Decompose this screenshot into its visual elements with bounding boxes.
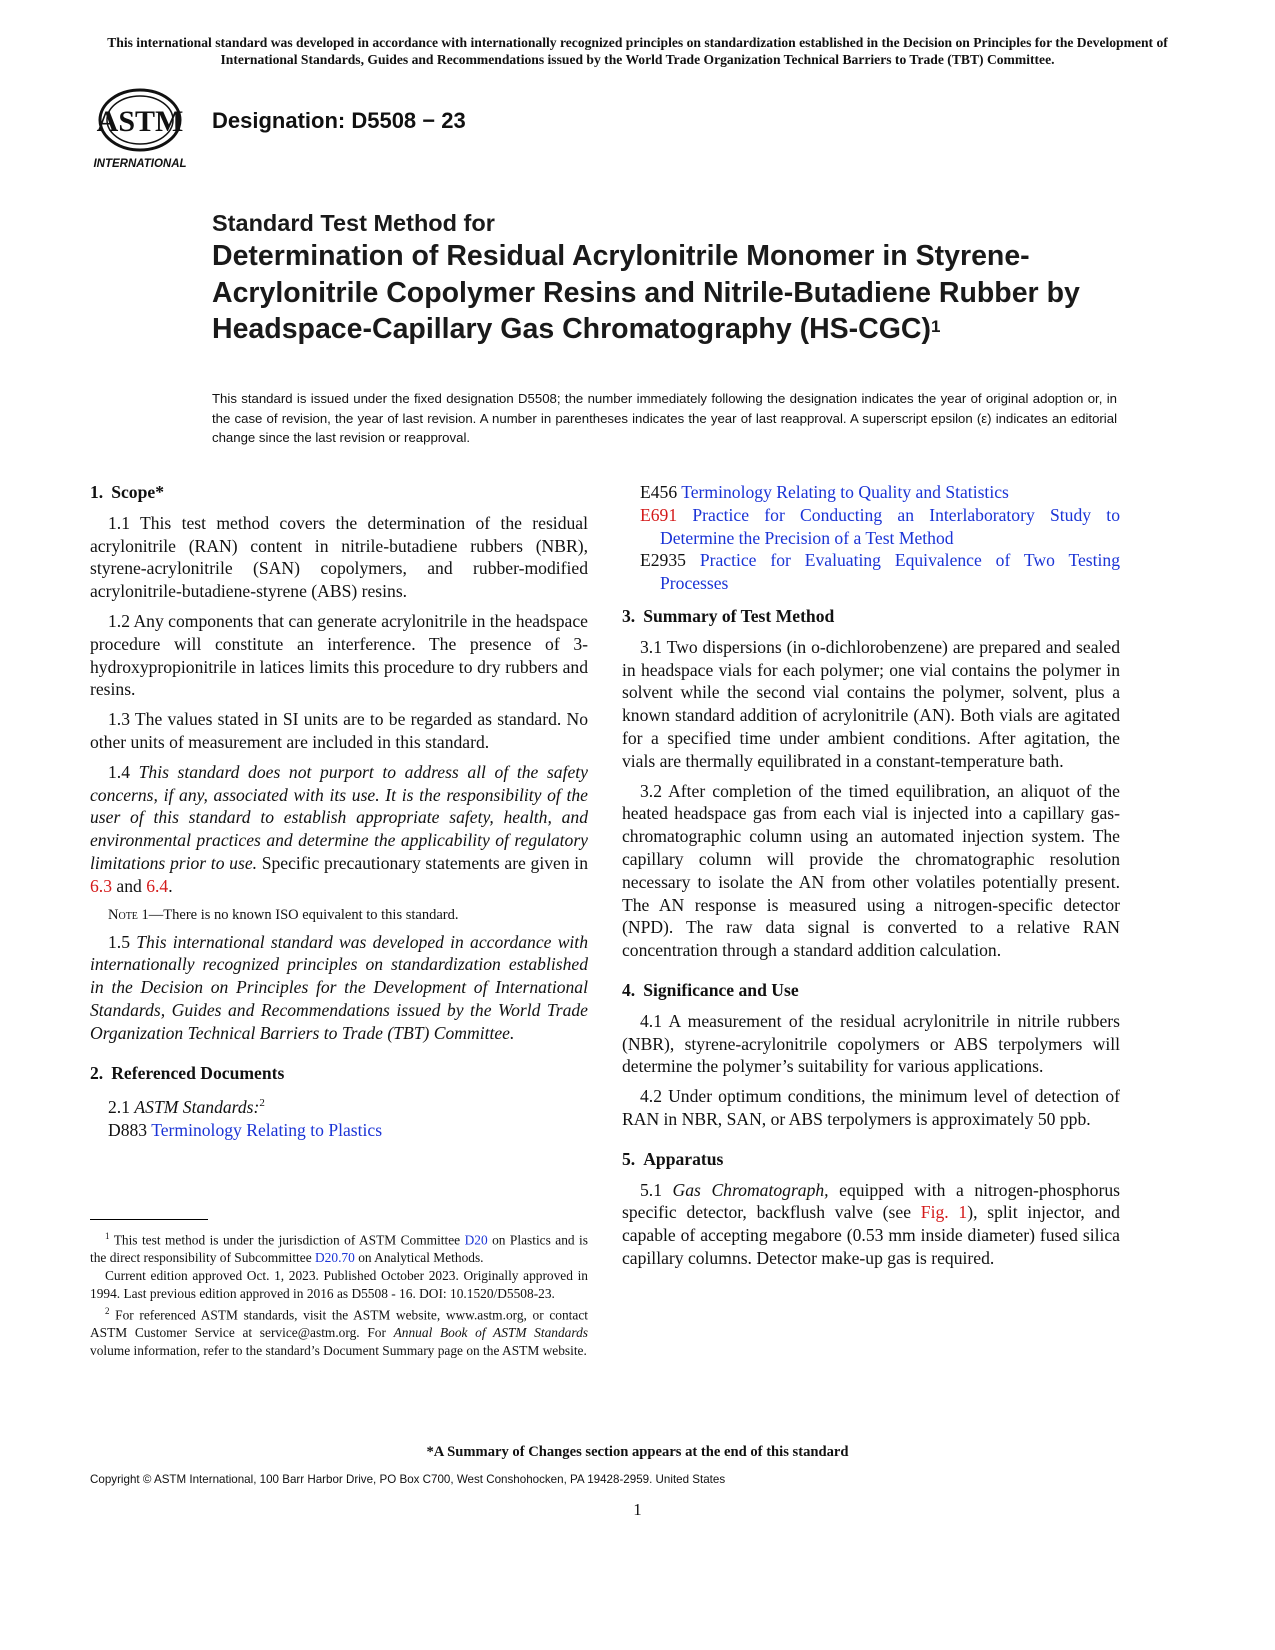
footnote-2: $^2$ For referenced ASTM standards, visit the ASTM website, www.astm.org, or contact ASTM Customer Service at service@astm.org. For Annual Book of ASTM Standards volume information, refer to the standard’s Document Summary page on the ASTM website.: [90, 1305, 588, 1358]
astm-logo-icon: [92, 86, 192, 176]
astm-logo: [92, 86, 192, 176]
title-block: [212, 208, 1112, 348]
para-1-5: 1.5 This international standard was developed in accordance with internationally recognized principles on standardization established in the Decision on Principles for the Development of International Standards, Guides and Recommendations issued by the World Trade Organization Technical Barriers to Trade (TBT) Committee.: [90, 931, 588, 1043]
logo-text: ASTM: [96, 105, 184, 138]
title-footnote-mark: 1: [931, 317, 941, 336]
ref-e2935-link[interactable]: Practice for Evaluating Equivalence of Two Testing Processes: [660, 550, 1121, 594]
right-column: [622, 481, 1120, 1277]
issue-note: This standard is issued under the fixed designation D5508; the number immediately following the designation indicates the year of original adoption or, in the case of revision, the year of last revision. A number in parentheses indicates the year of last reapproval. A superscript epsilon (ε) indicates an editorial change since the last revision or reapproval.: [212, 391, 1117, 445]
copyright: Copyright © ASTM International, 100 Barr Harbor Drive, PO Box C700, West Conshohocken, PA 19428-2959. United States: [90, 1473, 726, 1486]
footnote-link-d20[interactable]: D20: [464, 1232, 488, 1248]
ref-d883-link[interactable]: Terminology Relating to Plastics: [151, 1119, 383, 1140]
section-significance-heading: 4. Significance and Use: [622, 979, 799, 1000]
ref-e691: E691 Practice for Conducting an Interlaboratory Study to Determine the Precision of a Test Method: [640, 504, 1120, 548]
ref-e456: E456 Terminology Relating to Quality and Statistics: [640, 482, 1009, 502]
left-column: [90, 481, 588, 1142]
ref-e456-link[interactable]: Terminology Relating to Quality and Statistics: [681, 482, 1009, 502]
footnote-1: $^1$ This test method is under the jurisdiction of ASTM Committee D20 on Plastics and is the direct responsibility of Subcommittee D20.70 on Analytical Methods.: [90, 1231, 588, 1266]
section-summary-heading: 3. Summary of Test Method: [622, 605, 835, 626]
para-4-1: 4.1 A measurement of the residual acrylonitrile in nitrile rubbers (NBR), styrene-acrylonitrile copolymers or ABS terpolymers will determine the polymer’s suitability for various applications.: [622, 1010, 1120, 1077]
para-1-3: 1.3 The values stated in SI units are to be regarded as standard. No other units of measurement are included in this standard.: [90, 709, 588, 752]
para-1-2: 1.2 Any components that can generate acrylonitrile in the headspace procedure will constitute an interference. The presence of 3-hydroxypropionitrile in latices limits this procedure to dry rubbers and resins.: [90, 610, 588, 700]
link-fig-1[interactable]: Fig. 1: [920, 1202, 968, 1223]
ref-e691-link[interactable]: Practice for Conducting an Interlaboratory Study to Determine the Precision of a Test Method: [660, 504, 1120, 548]
logo-subtext: INTERNATIONAL: [93, 158, 187, 170]
para-3-1: 3.1 Two dispersions (in o-dichlorobenzene) are prepared and sealed in headspace vials for each polymer; one vial contains the polymer in solvent while the second vial contains the polymer, solvent, plus a known standard addition of acrylonitrile (AN). Both vials are agitated for a specified time under ambient conditions. After agitation, the vials are thermally equilibrated in a constant-temperature bath.: [622, 636, 1120, 771]
section-apparatus-heading: 5. Apparatus: [622, 1148, 724, 1169]
para-1-1: 1.1 This test method covers the determination of the residual acrylonitrile (RAN) content in nitrile-butadiene rubbers (NBR), styrene-acrylonitrile (SAN) copolymers, and rubber-modified acrylonitrile-butadiene-styrene (ABS) resins.: [90, 512, 588, 602]
section-scope-heading: 1. Scope*: [90, 482, 164, 502]
para-5-1: 5.1 Gas Chromatograph, equipped with a nitrogen-phosphorus specific detector, backflush valve (see Fig. 1), split injector, and capable of accepting megabore (0.53 mm inside diameter) fused silica capillary columns. Detector make-up gas is required.: [622, 1179, 1120, 1268]
link-6-3[interactable]: 6.3: [90, 875, 112, 896]
section-referenced-heading: 2. Referenced Documents: [90, 1062, 285, 1083]
designation: Designation: D5508 − 23: [212, 108, 466, 133]
para-3-2: 3.2 After completion of the timed equilibration, an aliquot of the heated headspace gas from each vial is injected into a capillary gas-chromatographic column using an automated injection system. The capillary column will provide the chromatographic resolution necessary to isolate the AN from other volatiles potentially present. The AN response is measured using a nitrogen-specific detector (NPD). The raw data signal is converted to a relative RAN concentration through a standard addition calculation.: [622, 780, 1120, 961]
title-line1: Standard Test Method for: [212, 210, 495, 236]
page-number: 1: [633, 1500, 642, 1519]
title-main: [212, 238, 1112, 348]
para-2-1: 2.1 ASTM Standards:$^2$: [108, 1097, 265, 1118]
ref-e2935: E2935 Practice for Evaluating Equivalence of Two Testing Processes: [640, 550, 1121, 594]
title-main-text: Determination of Residual Acrylonitrile Monomer in Styrene-Acrylonitrile Copolymer Resins and Nitrile-Butadiene Rubber by Headspace-Capillary Gas Chromatography (HS-CGC): [212, 240, 1080, 345]
footnote-1-edition: Current edition approved Oct. 1, 2023. Published October 2023. Originally approved in 1994. Last previous edition approved in 2016 as D5508 - 16. DOI: 10.1520/D5508-23.: [90, 1268, 588, 1301]
footnote-rule: [90, 1219, 208, 1220]
ref-d883: D883 Terminology Relating to Plastics: [108, 1119, 383, 1140]
footnote-link-d20-70[interactable]: D20.70: [315, 1250, 355, 1266]
top-notice: This international standard was developed in accordance with internationally recognized principles on standardization established in the Decision on Principles for the Development of International Standards, Guides and Recommendations issued by the World Trade Organization Technical Barriers to Trade (TBT) Committee.: [107, 35, 1168, 67]
para-1-4: 1.4 This standard does not purport to address all of the safety concerns, if any, associated with its use. It is the responsibility of the user of this standard to establish appropriate safety, health, and environmental practices and determine the applicability of regulatory limitations prior to use. Specific precautionary statements are given in 6.3 and 6.4.: [90, 761, 588, 896]
link-6-4[interactable]: 6.4: [146, 875, 169, 896]
summary-of-changes-note: *A Summary of Changes section appears at the end of this standard: [426, 1444, 849, 1460]
note-1: Note 1—There is no known ISO equivalent to this standard.: [108, 906, 459, 923]
para-4-2: 4.2 Under optimum conditions, the minimum level of detection of RAN in NBR, SAN, or ABS terpolymers is approximately 50 ppb.: [622, 1086, 1120, 1129]
footnotes: [90, 1228, 588, 1360]
